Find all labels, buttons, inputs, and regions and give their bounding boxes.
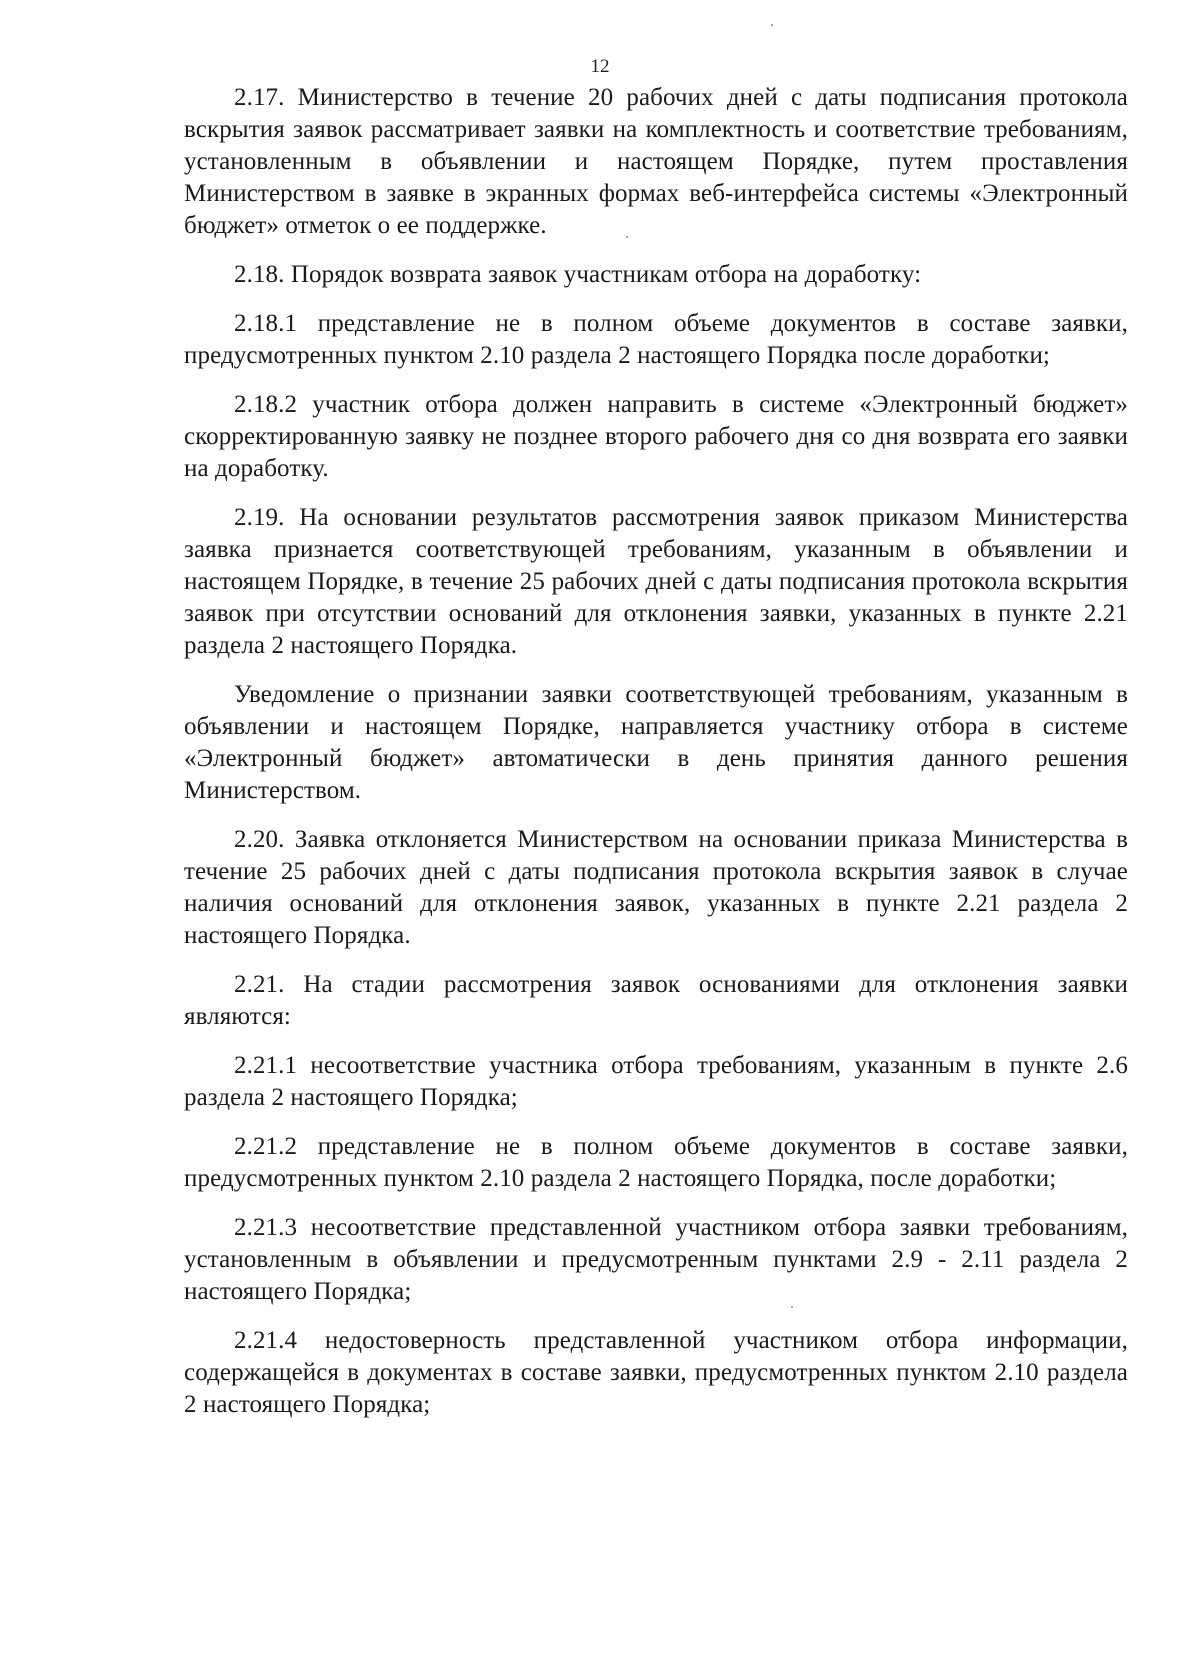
paragraph-2-21-4: 2.21.4 недостоверность представленной участником отбора информации, содержащейся в документах в составе заявки, предусмотренных пунктом 2.10 раздела 2 настоящего Порядка; <box>184 1327 1128 1418</box>
paragraph-2-17: 2.17. Министерство в течение 20 рабочих дней с даты подписания протокола вскрытия заявок рассматривает заявки на комплектность и соответствие требованиям, установленным в объявлении и настоящем Порядке, путем проставления Министерством в заявке в экранных формах веб-интерфейса системы «Электронный бюджет» отметок о ее поддержке. <box>184 84 1128 239</box>
paragraph-2-18-2: 2.18.2 участник отбора должен направить в системе «Электронный бюджет» скорректированную заявку не позднее второго рабочего дня со дня возврата его заявки на доработку. <box>184 391 1128 482</box>
paragraph-2-21: 2.21. На стадии рассмотрения заявок основаниями для отклонения заявки являются: <box>184 971 1128 1030</box>
scan-speck <box>771 24 773 26</box>
paragraph-2-20: 2.20. Заявка отклоняется Министерством на основании приказа Министерства в течение 25 рабочих дней с даты подписания протокола вскрытия заявок в случае наличия оснований для отклонения заявок, указанных в пункте 2.21 раздела 2 настоящего Порядка. <box>184 826 1128 949</box>
paragraph-2-19: 2.19. На основании результатов рассмотрения заявок приказом Министерства заявка признается соответствующей требованиям, указанным в объявлении и настоящем Порядке, в течение 25 рабочих дней с даты подписания протокола вскрытия заявок при отсутствии оснований для отклонения заявки, указанных в пункте 2.21 раздела 2 настоящего Порядка. <box>184 504 1128 659</box>
paragraph-notification: Уведомление о признании заявки соответствующей требованиям, указанным в объявлении и настоящем Порядке, направляется участнику отбора в системе «Электронный бюджет» автоматически в день принятия данного решения Министерством. <box>184 681 1128 804</box>
paragraph-2-18-1: 2.18.1 представление не в полном объеме документов в составе заявки, предусмотренных пунктом 2.10 раздела 2 настоящего Порядка после доработки; <box>184 310 1128 369</box>
document-body <box>184 82 1128 1438</box>
paragraph-2-21-1: 2.21.1 несоответствие участника отбора требованиям, указанным в пункте 2.6 раздела 2 настоящего Порядка; <box>184 1052 1128 1111</box>
paragraph-2-21-2: 2.21.2 представление не в полном объеме документов в составе заявки, предусмотренных пунктом 2.10 раздела 2 настоящего Порядка, после доработки; <box>184 1133 1128 1192</box>
paragraph-2-18: 2.18. Порядок возврата заявок участникам отбора на доработку: <box>234 261 922 288</box>
page-number: 12 <box>590 56 610 77</box>
paragraph-2-21-3: 2.21.3 несоответствие представленной участником отбора заявки требованиям, установленным в объявлении и предусмотренным пунктами 2.9 - 2.11 раздела 2 настоящего Порядка; <box>184 1214 1128 1305</box>
